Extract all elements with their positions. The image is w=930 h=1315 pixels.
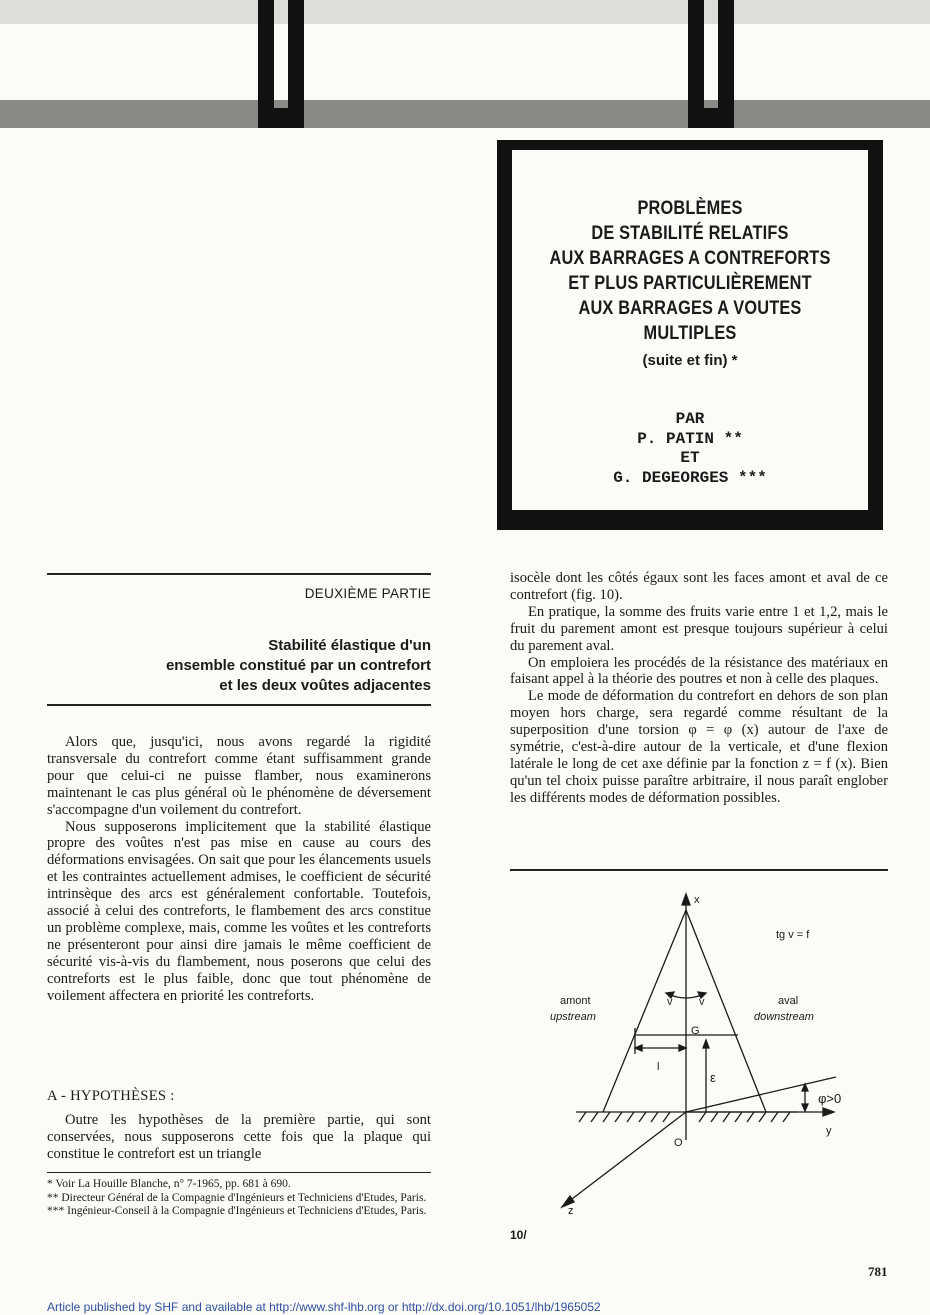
x-axis-arrow bbox=[682, 894, 690, 905]
section-title bbox=[47, 636, 431, 696]
label-v-left: v bbox=[667, 996, 673, 1008]
header-bar-2 bbox=[288, 0, 304, 128]
author-line: PAR bbox=[675, 410, 705, 428]
paragraph: Alors que, jusqu'ici, nous avons regardé la rigidité transversale du contrefort comme étant suffisamment grande pour que celui-ci ne puisse flamber, nous examinerons maintenant le cas plus général où le phénomène de déversement s'accompagne d'un voilement du contrefort. bbox=[47, 734, 431, 818]
title-line: AUX BARRAGES A VOUTES bbox=[578, 298, 802, 319]
title-line: DE STABILITÉ RELATIFS bbox=[591, 223, 789, 244]
authors-block bbox=[512, 410, 868, 488]
title-line: ET PLUS PARTICULIÈREMENT bbox=[568, 273, 812, 294]
figure-rule-top bbox=[510, 869, 888, 871]
label-upstream: upstream bbox=[550, 1011, 596, 1023]
label-epsilon: ε bbox=[710, 1070, 716, 1085]
z-axis bbox=[568, 1112, 686, 1202]
section-title-line: Stabilité élastique d'un bbox=[268, 637, 431, 654]
label-y: y bbox=[826, 1125, 832, 1137]
figure-10-diagram bbox=[508, 872, 888, 1222]
label-amont: amont bbox=[560, 995, 591, 1007]
rotated-line bbox=[686, 1077, 836, 1112]
paragraph: isocèle dont les côtés égaux sont les faces amont et aval de ce contrefort (fig. 10). bbox=[510, 570, 888, 603]
article-title bbox=[537, 196, 843, 346]
label-z: z bbox=[568, 1205, 574, 1217]
upstream-face bbox=[603, 910, 686, 1112]
y-axis-arrow bbox=[823, 1108, 834, 1116]
label-phi: φ>0 bbox=[818, 1091, 842, 1106]
article-subtitle: (suite et fin) * bbox=[642, 352, 738, 369]
footnotes bbox=[47, 1178, 431, 1219]
hypotheses-text bbox=[47, 1112, 431, 1163]
header-grain bbox=[0, 0, 930, 24]
hypotheses-heading: A - HYPOTHÈSES : bbox=[47, 1088, 175, 1104]
page-number: 781 bbox=[868, 1264, 888, 1279]
label-g: G bbox=[691, 1025, 700, 1037]
left-column-text bbox=[47, 734, 431, 1005]
paragraph: On emploiera les procédés de la résistance des matériaux en faisant appel à la théorie des poutres et non à celle des plaques. bbox=[510, 654, 888, 688]
figure-caption: 10/ bbox=[510, 1228, 527, 1242]
footnote: * Voir La Houille Blanche, n° 7-1965, pp. 681 à 690. bbox=[47, 1178, 291, 1190]
part-label: DEUXIÈME PARTIE bbox=[304, 586, 431, 601]
header-bar-link-1 bbox=[274, 108, 288, 128]
formula-tgv: tg v = f bbox=[776, 929, 810, 941]
label-l: l bbox=[657, 1061, 660, 1073]
right-column-text bbox=[510, 570, 888, 807]
label-x: x bbox=[694, 894, 700, 906]
section-rule-bottom bbox=[47, 704, 431, 706]
author-line: G. DEGEORGES *** bbox=[613, 468, 767, 487]
header-bar-1 bbox=[258, 0, 274, 128]
author-line: P. PATIN ** bbox=[637, 429, 743, 448]
author-line: ET bbox=[680, 449, 700, 467]
footer-link[interactable]: Article published by SHF and available at http://www.shf-lhb.org or http://dx.doi.org/10.1051/lhb/1965052 bbox=[47, 1300, 601, 1314]
title-line: PROBLÈMES bbox=[637, 198, 743, 219]
part-rule-top bbox=[47, 573, 431, 575]
title-line: AUX BARRAGES A CONTREFORTS bbox=[549, 248, 831, 269]
footnote: ** Directeur Général de la Compagnie d'Ingénieurs et Techniciens d'Etudes, Paris. bbox=[47, 1191, 427, 1204]
paragraph: Outre les hypothèses de la première partie, qui sont conservées, nous supposerons cette fois que la plaque qui constitue le contrefort est un triangle bbox=[47, 1112, 431, 1162]
paragraph: Nous supposerons implicitement que la stabilité élastique propre des voûtes n'est pas mise en cause au cours des déformations envisagées. On sait que pour les élancements usuels et les contraintes actuellement admises, le coefficient de sécurité intrinsèque des arcs est généralement confortable. Toutefois, associé à celui des contreforts, le flambement des arcs constitue un problème complexe, mais, comme les voûtes et les contreforts ne présenteront pour ainsi dire jamais le même coefficient de sécurité vis-à-vis du flambement, nous poserons que celui des contreforts est le plus faible, donc que tout phénomène de voilement affectera en priorité les contreforts. bbox=[47, 818, 431, 1004]
footnote: *** Ingénieur-Conseil à la Compagnie d'Ingénieurs et Techniciens d'Etudes, Paris. bbox=[47, 1205, 427, 1218]
label-o: O bbox=[674, 1137, 683, 1149]
label-downstream: downstream bbox=[754, 1011, 814, 1023]
header-bar-4 bbox=[718, 0, 734, 128]
header-bar-3 bbox=[688, 0, 704, 128]
section-title-line: et les deux voûtes adjacentes bbox=[219, 677, 431, 694]
paragraph: Le mode de déformation du contrefort en dehors de son plan moyen hors charge, sera regardé comme résultant de la superposition d'une torsion φ = φ (x) autour de l'axe de symétrie, c'est-à-dire autour de la verticale, et d'une flexion latérale le long de cet axe définie par la fonction z = f (x). Bien qu'un tel choix puisse paraître arbitraire, il nous paraît englober les différents modes de déformation possibles. bbox=[510, 688, 888, 806]
header-bar-link-2 bbox=[704, 108, 718, 128]
footnote-rule bbox=[47, 1172, 431, 1173]
label-v-right: v bbox=[699, 996, 705, 1008]
header-grey-band bbox=[0, 100, 930, 128]
label-aval: aval bbox=[778, 995, 799, 1007]
paragraph: En pratique, la somme des fruits varie entre 1 et 1,2, mais le fruit du parement amont est presque toujours supérieur à celui du parement aval. bbox=[510, 603, 888, 654]
title-line: MULTIPLES bbox=[643, 323, 737, 344]
section-title-line: ensemble constitué par un contrefort bbox=[165, 657, 431, 674]
